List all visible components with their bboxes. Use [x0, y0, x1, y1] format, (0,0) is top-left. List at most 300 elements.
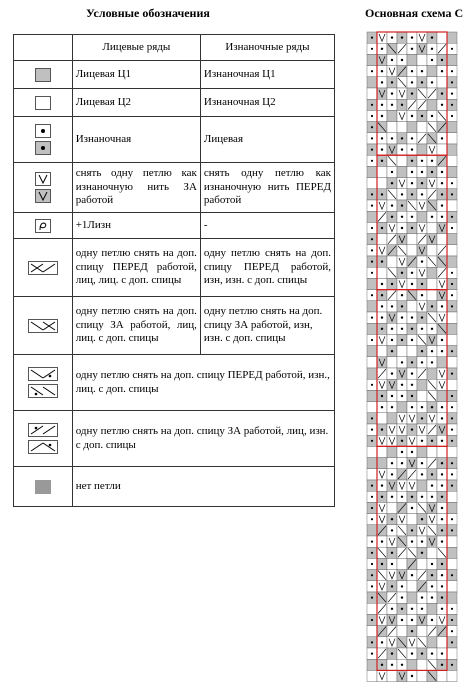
chart-cell	[447, 491, 457, 502]
purl-dot	[421, 552, 423, 554]
purl-dot	[401, 59, 403, 61]
purl-dot	[451, 350, 453, 352]
chart-cell	[447, 648, 457, 659]
purl-dot	[391, 92, 393, 94]
purl-dot	[441, 339, 443, 341]
legend-row-cross-front-knit	[14, 239, 335, 297]
purl-dot	[371, 641, 373, 643]
legend-text: Лицевая	[200, 117, 334, 163]
purl-dot	[451, 641, 453, 643]
purl-dot	[371, 384, 373, 386]
purl-dot	[371, 440, 373, 442]
purl-dot	[441, 193, 443, 195]
chart-cell	[437, 446, 447, 457]
chart-title: Основная схема С	[365, 6, 464, 20]
purl-dot	[371, 137, 373, 139]
chart-cell	[447, 323, 457, 334]
purl-dot	[381, 193, 383, 195]
chart-cell	[447, 122, 457, 133]
purl-dot	[431, 115, 433, 117]
purl-dot	[391, 552, 393, 554]
purl-dot	[451, 608, 453, 610]
purl-dot	[381, 316, 383, 318]
purl-dot	[371, 160, 373, 162]
chart-cell	[377, 458, 387, 469]
legend-row-cross-back-purl	[14, 411, 335, 467]
purl-dot	[431, 216, 433, 218]
chart-cell	[387, 110, 397, 121]
chart-cell	[387, 446, 397, 457]
purl-dot	[371, 496, 373, 498]
purl-dot	[391, 652, 393, 654]
purl-dot	[411, 428, 413, 430]
purl-dot	[441, 182, 443, 184]
purl-dot	[411, 48, 413, 50]
chart-cell	[417, 54, 427, 65]
purl-dot	[451, 216, 453, 218]
purl-dot	[381, 294, 383, 296]
purl-dot	[371, 149, 373, 151]
purl-dot	[401, 384, 403, 386]
purl-dot	[441, 216, 443, 218]
purl-dot	[371, 261, 373, 263]
cable-front-purl-icon	[28, 367, 58, 381]
chart-cell	[397, 346, 407, 357]
chart-cell	[407, 245, 417, 256]
purl-dot	[451, 373, 453, 375]
legend-row-slip	[14, 163, 335, 213]
purl-dot	[401, 36, 403, 38]
chart-cell	[367, 469, 377, 480]
legend-text: нет петли	[72, 467, 334, 507]
purl-dot	[411, 115, 413, 117]
purl-dot	[371, 429, 373, 431]
chart-cell	[377, 234, 387, 245]
purl-dot	[451, 193, 453, 195]
chart-cell	[447, 256, 457, 267]
cable-front-knit-icon	[28, 261, 58, 275]
purl-dot	[411, 395, 413, 397]
purl-dot	[431, 160, 433, 162]
purl-dot	[451, 48, 453, 50]
purl-dot	[401, 451, 403, 453]
purl-dot	[411, 529, 413, 531]
purl-dot	[431, 48, 433, 50]
chart-cell	[367, 357, 377, 368]
purl-dot	[441, 496, 443, 498]
purl-dot	[441, 574, 443, 576]
purl-dot	[421, 294, 423, 296]
chart-cell	[377, 166, 387, 177]
purl-dot	[371, 485, 373, 487]
legend-text: одну петлю снять на доп. спицу ЗА работой, лиц, лиц. с доп. спицы	[72, 297, 200, 355]
purl-dot	[391, 36, 393, 38]
purl-dot	[371, 272, 373, 274]
purl-dot	[381, 496, 383, 498]
purl-dot	[411, 540, 413, 542]
purl-dot	[381, 260, 383, 262]
purl-dot	[371, 653, 373, 655]
chart-cell	[447, 581, 457, 592]
chart-cell	[437, 390, 447, 401]
chart-cell	[407, 54, 417, 65]
purl-dot	[451, 395, 453, 397]
purl-dot	[441, 652, 443, 654]
purl-dot	[411, 160, 413, 162]
chart-cell	[417, 626, 427, 637]
purl-dot	[421, 540, 423, 542]
purl-dot	[391, 664, 393, 666]
chart-cell	[447, 32, 457, 43]
purl-dot	[401, 204, 403, 206]
purl-dot	[371, 574, 373, 576]
purl-dot	[441, 664, 443, 666]
purl-dot	[391, 204, 393, 206]
purl-dot	[421, 473, 423, 475]
chart-cell	[447, 155, 457, 166]
cable-front-purl-icon-2	[28, 384, 58, 398]
chart-cell	[387, 357, 397, 368]
purl-dot	[431, 171, 433, 173]
purl-dot	[411, 608, 413, 610]
legend-text: одну петлю снять на доп. спицу ПЕРЕД работой, изн, изн. с доп. спицы	[200, 239, 334, 297]
chart-cell	[427, 290, 437, 301]
chart-cell	[367, 323, 377, 334]
purl-dot	[391, 406, 393, 408]
chart-cell	[437, 670, 447, 681]
purl-dot	[401, 664, 403, 666]
purl-dot	[401, 294, 403, 296]
purl-dot	[371, 115, 373, 117]
legend-row-knit-c1	[14, 61, 335, 89]
chart-cell	[367, 390, 377, 401]
purl-dot	[411, 171, 413, 173]
purl-dot	[421, 440, 423, 442]
legend-text: одну петлю снять на доп. спицу ПЕРЕД работой, изн., лиц. с доп. спицы	[72, 355, 334, 411]
purl-dot	[371, 417, 373, 419]
purl-dot	[441, 406, 443, 408]
purl-dot	[451, 115, 453, 117]
purl-dot	[371, 619, 373, 621]
chart-cell	[397, 122, 407, 133]
purl-dot	[411, 137, 413, 139]
purl-dot	[431, 563, 433, 565]
purl-dot	[421, 171, 423, 173]
purl-dot	[391, 518, 393, 520]
purl-dot	[421, 316, 423, 318]
purl-dot	[401, 440, 403, 442]
chart-cell	[437, 144, 447, 155]
purl-dot	[381, 48, 383, 50]
chart-cell	[367, 178, 377, 189]
purl-dot	[431, 305, 433, 307]
purl-dot	[411, 272, 413, 274]
purl-dot	[401, 585, 403, 587]
chart-cell	[367, 659, 377, 670]
purl-dot	[381, 70, 383, 72]
chart-cell	[377, 446, 387, 457]
purl-dot	[391, 563, 393, 565]
chart-cell	[447, 166, 457, 177]
chart-cell	[417, 670, 427, 681]
chart-cell	[397, 626, 407, 637]
purl-dot	[441, 585, 443, 587]
purl-dot	[411, 92, 413, 94]
chart-cell	[437, 77, 447, 88]
knitting-chart-grid	[365, 30, 465, 692]
purl-dot	[411, 36, 413, 38]
chart-cell	[447, 245, 457, 256]
chart-cell	[447, 334, 457, 345]
purl-dot	[431, 440, 433, 442]
purl-dot	[421, 652, 423, 654]
purl-dot	[421, 81, 423, 83]
chart-cell	[447, 558, 457, 569]
purl-dot	[381, 641, 383, 643]
purl-dot	[411, 182, 413, 184]
purl-dot	[371, 294, 373, 296]
chart-cell	[367, 346, 377, 357]
chart-cell	[447, 446, 457, 457]
purl-dot	[391, 339, 393, 341]
purl-dot	[431, 596, 433, 598]
purl-dot	[401, 272, 403, 274]
chart-cell	[367, 301, 377, 312]
legend-text: Изнаночная Ц2	[200, 89, 334, 117]
purl-dot	[451, 440, 453, 442]
chart-cell	[427, 446, 437, 457]
purl-dot	[401, 193, 403, 195]
legend-row-purl	[14, 117, 335, 163]
chart-cell	[367, 77, 377, 88]
legend-header-row	[14, 35, 335, 61]
purl-dot	[381, 148, 383, 150]
purl-dot	[371, 507, 373, 509]
purl-dot	[451, 630, 453, 632]
purl-dot	[381, 428, 383, 430]
chart-cell	[427, 603, 437, 614]
purl-dot	[441, 608, 443, 610]
purl-dot	[401, 361, 403, 363]
purl-dot	[401, 395, 403, 397]
purl-dot	[431, 59, 433, 61]
purl-dot	[411, 193, 413, 195]
purl-dot	[441, 484, 443, 486]
purl-dot	[381, 104, 383, 106]
purl-dot	[421, 160, 423, 162]
purl-dot	[401, 148, 403, 150]
purl-dot	[371, 585, 373, 587]
chart-cell	[397, 166, 407, 177]
chart-cell	[417, 558, 427, 569]
purl-dot	[391, 328, 393, 330]
slip-v-grey-icon	[35, 189, 51, 203]
purl-dot	[441, 92, 443, 94]
chart-cell	[407, 592, 417, 603]
chart-cell	[447, 502, 457, 513]
chart-cell	[427, 267, 437, 278]
purl-dot	[371, 597, 373, 599]
cable-back-purl-icon-2	[28, 440, 58, 454]
chart-cell	[377, 413, 387, 424]
purl-dot	[401, 596, 403, 598]
chart-cell	[367, 278, 377, 289]
chart-cell	[387, 670, 397, 681]
purl-dot	[391, 350, 393, 352]
chart-cell	[447, 144, 457, 155]
purl-dot	[401, 316, 403, 318]
purl-dot	[431, 36, 433, 38]
purl-dot	[391, 171, 393, 173]
purl-dot	[401, 462, 403, 464]
chart-cell	[417, 211, 427, 222]
chart-cell	[417, 144, 427, 155]
chart-cell	[397, 155, 407, 166]
purl-dot	[381, 81, 383, 83]
chart-cell	[447, 592, 457, 603]
legend-text: +1Лизн	[72, 213, 200, 239]
purl-dot	[381, 563, 383, 565]
chart-cell	[367, 446, 377, 457]
purl-dot	[391, 496, 393, 498]
purl-dot	[371, 48, 373, 50]
purl-dot	[371, 126, 373, 128]
purl-dot	[381, 137, 383, 139]
purl-dot	[371, 552, 373, 554]
purl-dot	[381, 664, 383, 666]
purl-dot	[431, 81, 433, 83]
chart-cell	[407, 659, 417, 670]
chart-cell	[437, 637, 447, 648]
chart-cell	[447, 200, 457, 211]
legend-title: Условные обозначения	[86, 6, 210, 20]
purl-dot	[371, 104, 373, 106]
purl-dot	[441, 507, 443, 509]
purl-dot	[421, 350, 423, 352]
chart-cell	[387, 256, 397, 267]
chart-cell	[427, 99, 437, 110]
purl-dot	[401, 216, 403, 218]
purl-dot	[451, 182, 453, 184]
chart-cell	[437, 32, 447, 43]
chart-cell	[417, 480, 427, 491]
purl-dot	[381, 305, 383, 307]
purl-dot	[451, 664, 453, 666]
chart-cell	[437, 357, 447, 368]
purl-dot	[391, 216, 393, 218]
purl-dot	[411, 339, 413, 341]
chart-cell	[407, 122, 417, 133]
purl-dot	[451, 70, 453, 72]
purl-dot	[381, 328, 383, 330]
purl-dot	[421, 283, 423, 285]
purl-dot	[451, 294, 453, 296]
purl-dot	[391, 529, 393, 531]
purl-dot	[401, 305, 403, 307]
chart-cell	[427, 278, 437, 289]
purl-dot	[411, 216, 413, 218]
header-purl-rows: Изнаночные ряды	[200, 35, 334, 61]
chart-cell	[367, 88, 377, 99]
purl-dot	[441, 305, 443, 307]
purl-dot	[441, 473, 443, 475]
purl-dot	[391, 462, 393, 464]
chart-cell	[407, 581, 417, 592]
dot-grey-square-icon	[35, 141, 51, 155]
purl-dot	[401, 227, 403, 229]
purl-dot	[401, 619, 403, 621]
purl-dot	[391, 473, 393, 475]
chart-cell	[367, 603, 377, 614]
purl-dot	[451, 619, 453, 621]
purl-dot	[411, 148, 413, 150]
purl-dot	[411, 619, 413, 621]
chart-cell	[447, 312, 457, 323]
cable-back-purl-icon	[28, 423, 58, 437]
purl-dot	[451, 272, 453, 274]
purl-dot	[421, 496, 423, 498]
purl-dot	[431, 585, 433, 587]
legend-table	[13, 34, 335, 507]
purl-dot	[451, 429, 453, 431]
purl-dot	[401, 328, 403, 330]
purl-dot	[371, 37, 373, 39]
purl-dot	[371, 317, 373, 319]
purl-dot	[441, 596, 443, 598]
purl-dot	[441, 417, 443, 419]
purl-dot	[451, 473, 453, 475]
purl-dot	[421, 417, 423, 419]
purl-dot	[391, 585, 393, 587]
chart-cell	[367, 402, 377, 413]
chart-cell	[367, 211, 377, 222]
chart-cell	[387, 122, 397, 133]
purl-dot	[451, 227, 453, 229]
purl-dot	[371, 541, 373, 543]
chart-cell	[417, 446, 427, 457]
chart-cell	[367, 458, 377, 469]
legend-row-knit-c2	[14, 89, 335, 117]
chart-cell	[407, 301, 417, 312]
purl-dot	[441, 518, 443, 520]
purl-dot	[441, 59, 443, 61]
purl-dot	[431, 361, 433, 363]
chart-cell	[377, 346, 387, 357]
purl-dot	[441, 462, 443, 464]
purl-dot	[441, 440, 443, 442]
chart-cell	[427, 245, 437, 256]
purl-dot	[441, 540, 443, 542]
purl-dot	[371, 518, 373, 520]
purl-dot	[411, 81, 413, 83]
purl-dot	[381, 540, 383, 542]
chart-cell	[397, 558, 407, 569]
chart-cell	[417, 659, 427, 670]
chart-cell	[367, 54, 377, 65]
purl-dot	[431, 328, 433, 330]
purl-dot	[441, 563, 443, 565]
purl-dot	[411, 361, 413, 363]
purl-dot	[391, 104, 393, 106]
chart-cell	[367, 166, 377, 177]
chart-cell	[377, 267, 387, 278]
purl-dot	[431, 496, 433, 498]
purl-dot	[451, 283, 453, 285]
purl-dot	[451, 518, 453, 520]
purl-dot	[401, 608, 403, 610]
purl-dot	[371, 339, 373, 341]
purl-dot	[451, 93, 453, 95]
